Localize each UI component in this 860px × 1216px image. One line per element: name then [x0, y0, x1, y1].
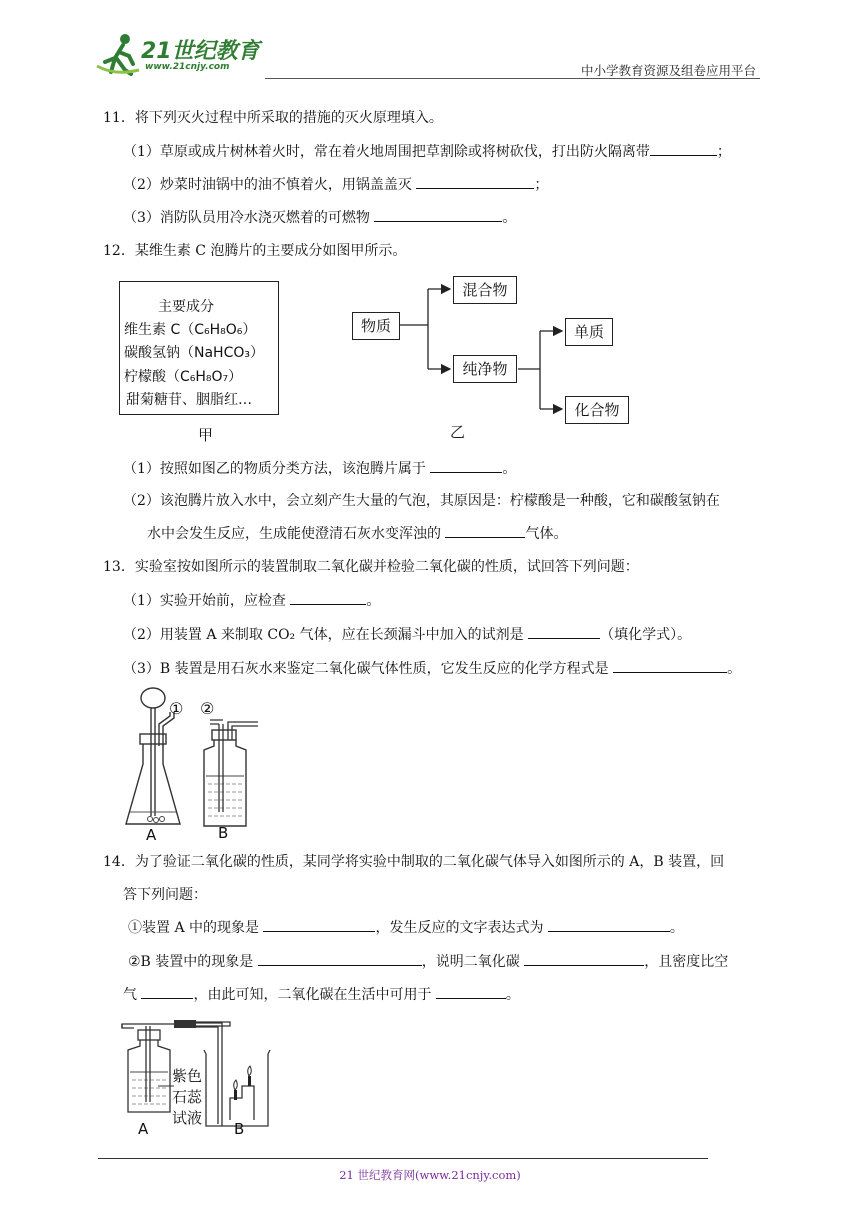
q13-part1: （1）实验开始前，应检查 。 — [123, 590, 380, 610]
q12-part2a: （2）该泡腾片放入水中，会立刻产生大量的气泡，其原因是：柠檬酸是一种酸，它和碳酸氢钠在 — [123, 493, 720, 509]
q12-part1: （1）按照如图乙的物质分类方法，该泡腾片属于 。 — [123, 458, 516, 478]
logo-url: www.21cnjy.com — [145, 62, 230, 72]
answer-blank[interactable] — [430, 458, 502, 473]
answer-blank[interactable] — [258, 951, 422, 966]
q14-part2: ②B 装置中的现象是 ，说明二氧化碳 ，且密度比空 — [128, 951, 728, 971]
footer-divider — [98, 1158, 708, 1159]
q11-part3: （3）消防队员用冷水浇灭燃着的可燃物 。 — [123, 207, 516, 227]
answer-blank[interactable] — [548, 917, 670, 932]
q12-part2b: 水中会发生反应，生成能使澄清石灰水变浑浊的 气体。 — [147, 523, 567, 543]
q14-stem-b: 答下列问题： — [123, 887, 207, 903]
page-header — [95, 30, 760, 78]
answer-blank[interactable] — [650, 141, 717, 156]
answer-blank[interactable] — [263, 917, 375, 932]
litmus-label: 紫色 石蕊 试液 — [172, 1067, 203, 1127]
answer-blank[interactable] — [445, 523, 525, 538]
q13-part2: （2）用装置 A 来制取 CO₂ 气体，应在长颈漏斗中加入的试剂是 （填化学式）。 — [123, 624, 691, 644]
answer-blank[interactable] — [528, 624, 600, 639]
node-danzhi: 单质 — [565, 318, 613, 346]
ingredient-row: 甜菊糖苷、胭脂红… — [126, 392, 252, 408]
node-wuzhi: 物质 — [352, 312, 400, 340]
figure-caption-yi: 乙 — [450, 423, 466, 441]
q14-part1: ①装置 A 中的现象是 ，发生反应的文字表达式为 。 — [128, 917, 684, 937]
answer-blank[interactable] — [524, 951, 644, 966]
figure-caption-jia: 甲 — [198, 426, 214, 444]
q11-part2: （2）炒菜时油锅中的油不慎着火，用锅盖盖灭 ； — [123, 174, 548, 194]
co2-generator-apparatus — [118, 684, 268, 844]
answer-blank[interactable] — [416, 174, 534, 189]
apparatus-label-b: B — [234, 1120, 245, 1138]
apparatus-label-b: B — [218, 824, 229, 842]
q14-stem-a: 14．为了验证二氧化碳的性质，某同学将实验中制取的二氧化碳气体导入如图所示的 A，B 装置，回 — [103, 854, 725, 870]
ingredient-row: 柠檬酸（C₆H₈O₇） — [124, 369, 243, 385]
node-hunhewu: 混合物 — [453, 276, 517, 304]
q14-part3: 气 ，由此可知，二氧化碳在生活中可用于 。 — [123, 984, 520, 1004]
q13-part3: （3）B 装置是用石灰水来鉴定二氧化碳气体性质，它发生反应的化学方程式是 。 — [123, 658, 741, 678]
header-divider — [265, 78, 760, 79]
answer-blank[interactable] — [290, 590, 366, 605]
logo-text: 21世纪教育 — [141, 39, 260, 64]
tube-label-2: ② — [200, 699, 215, 718]
q11-stem: 11．将下列灭火过程中所采取的措施的灭火原理填入。 — [103, 110, 443, 126]
q13-stem: 13．实验室按如图所示的装置制取二氧化碳并检验二氧化碳的性质，试回答下列问题： — [103, 559, 639, 575]
footer-text: 21 世纪教育网(www.21cnjy.com) — [339, 1168, 521, 1182]
q11-part1: （1）草原或成片树林着火时，常在着火地周围把草割除或将树砍伐，打出防火隔离带 ； — [123, 141, 731, 161]
ingredient-box — [119, 281, 279, 415]
node-huahewu: 化合物 — [565, 396, 629, 424]
ingredient-row: 维生素 C（C₆H₈O₆） — [124, 322, 257, 338]
apparatus-label-a: A — [138, 1120, 149, 1138]
ingredient-row: 碳酸氢钠（NaHCO₃） — [124, 345, 264, 361]
site-logo — [95, 30, 265, 78]
answer-blank[interactable] — [436, 984, 506, 999]
answer-blank[interactable] — [374, 207, 502, 222]
answer-blank[interactable] — [613, 658, 727, 673]
answer-blank[interactable] — [141, 984, 193, 999]
platform-title: 中小学教育资源及组卷应用平台 — [580, 63, 756, 78]
co2-property-apparatus — [118, 1016, 288, 1128]
tube-label-1: ① — [169, 699, 184, 718]
runner-logo-icon — [95, 32, 143, 78]
ingredient-title: 主要成分 — [158, 299, 214, 315]
apparatus-label-a: A — [146, 826, 157, 844]
node-chunjingwu: 纯净物 — [453, 355, 517, 383]
q12-stem: 12．某维生素 C 泡腾片的主要成分如图甲所示。 — [103, 243, 407, 259]
